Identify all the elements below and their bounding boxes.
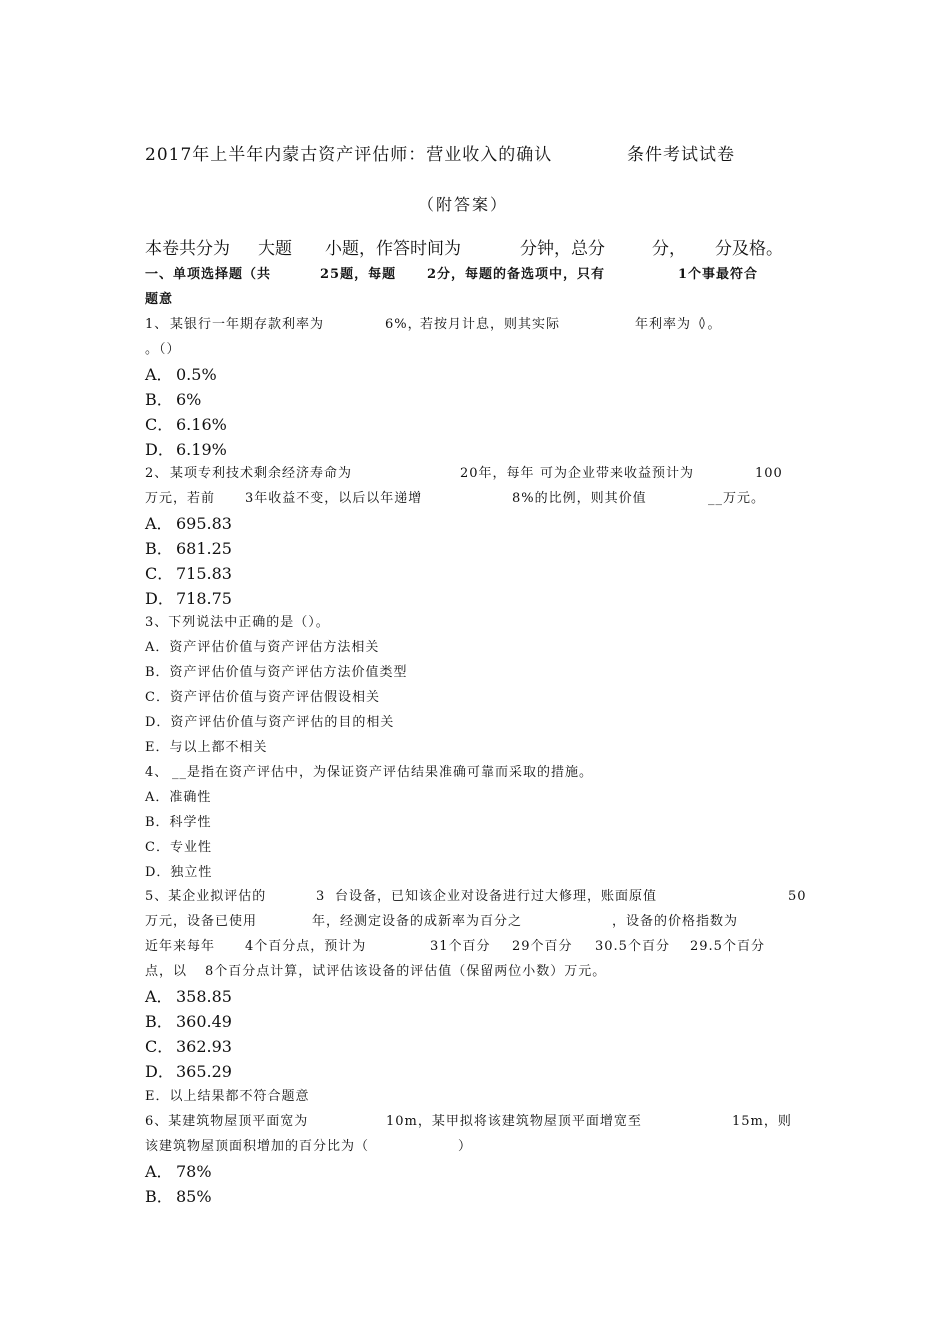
section-part: 2分，每题的备选项中，只有 [427, 267, 606, 282]
option-value: 6.19% [176, 440, 227, 459]
option-letter: B． [145, 1012, 173, 1031]
document-title [0, 143, 950, 167]
option-text: B．科学性 [145, 815, 212, 830]
q3-option-e [0, 736, 950, 760]
question-4-stem [0, 761, 950, 785]
section-heading-cont [0, 288, 950, 312]
question-1-stem-cont [0, 338, 950, 362]
q4-part: __是指在资产评估中，为保证资产评估结果准确可靠而采取的措施。 [172, 765, 594, 780]
option-value: 6.16% [176, 415, 227, 434]
option-value: 0.5% [176, 365, 217, 384]
q2-part: 20年，每年 [460, 466, 535, 481]
option-value: 715.83 [176, 564, 232, 583]
q5-part: ，设备的价格指数为 [612, 914, 739, 929]
q1-part: 若按月计息，则其实际 [420, 317, 561, 332]
q1-line2: 。（） [145, 342, 181, 357]
question-1-stem [0, 313, 950, 337]
q1-part: ）。 [700, 317, 722, 332]
option-letter: D． [145, 440, 174, 459]
intro-part: 分钟，总分 [520, 239, 605, 259]
intro-part: 本卷共分为 [145, 239, 230, 259]
option-text: B．资产评估价值与资产评估方法价值类型 [145, 665, 408, 680]
q5-part: 近年来每年 [145, 939, 216, 954]
q5-part: 31个百分 [430, 939, 491, 954]
question-6-stem-cont [0, 1135, 950, 1159]
option-value: 85% [176, 1187, 212, 1206]
q4-option-d [0, 861, 950, 885]
option-letter: B． [145, 390, 173, 409]
question-3-stem [0, 611, 950, 635]
intro-part: 大题 [258, 239, 292, 259]
q5-part: 5、某企业拟评估的 [145, 889, 267, 904]
q5-part: 8个百分点计算，试评估该设备的评估值（保留两位小数）万元。 [205, 964, 607, 979]
option-text: E．以上结果都不符合题意 [145, 1089, 310, 1104]
q2-option-a [0, 512, 950, 536]
q6-part: 该建筑物屋顶面积增加的百分比为（ [145, 1139, 370, 1154]
q5-option-a [0, 985, 950, 1009]
q3-option-a [0, 636, 950, 660]
q6-option-b [0, 1185, 950, 1209]
q4-part: 4、 [145, 765, 169, 780]
title-right: 条件考试试卷 [627, 145, 735, 165]
question-5-stem [0, 885, 950, 909]
q5-option-b [0, 1010, 950, 1034]
q5-option-e [0, 1085, 950, 1109]
q4-option-c [0, 836, 950, 860]
option-text: A．准确性 [145, 790, 212, 805]
q5-part: 30.5个百分 [595, 939, 670, 954]
exam-intro [0, 237, 950, 261]
q1-option-d [0, 438, 950, 462]
q5-part: 29个百分 [512, 939, 573, 954]
q2-part: 可为企业带来收益预计为 [540, 466, 695, 481]
q6-part: 6、某建筑物屋顶平面宽为 [145, 1114, 309, 1129]
option-letter: B． [145, 1187, 173, 1206]
q1-option-c [0, 413, 950, 437]
option-letter: B． [145, 539, 173, 558]
option-text: C．资产评估价值与资产评估假设相关 [145, 690, 380, 705]
q2-part: 100 [755, 466, 783, 481]
q1-part: 年利率为（ [635, 317, 706, 332]
section-cont: 题意 [145, 292, 174, 307]
q3-option-c [0, 686, 950, 710]
option-value: 718.75 [176, 589, 232, 608]
q6-part: 10m，某甲拟将该建筑物屋顶平面增宽至 [386, 1114, 642, 1129]
q1-part: 6%， [385, 317, 422, 332]
q5-option-c [0, 1035, 950, 1059]
q6-part: 15m，则 [732, 1114, 792, 1129]
option-letter: D． [145, 589, 174, 608]
q2-part: 8%的比例，则其价值 [512, 491, 647, 506]
document-subtitle [0, 193, 950, 217]
q5-part: 29.5个百分 [690, 939, 765, 954]
q2-option-b [0, 537, 950, 561]
section-heading [0, 263, 950, 287]
option-text: C．专业性 [145, 840, 212, 855]
option-letter: C． [145, 1037, 174, 1056]
q2-option-d [0, 587, 950, 611]
q3-stem: 3、下列说法中正确的是（）。 [145, 615, 330, 630]
q1-part: 1、 [145, 317, 169, 332]
q4-option-a [0, 786, 950, 810]
intro-part: 分及格。 [715, 239, 783, 259]
q2-part: 3年收益不变，以后以年递增 [245, 491, 423, 506]
option-letter: A． [145, 987, 173, 1006]
intro-part: 小题，作答时间为 [325, 239, 461, 259]
q5-part: 点，以 [145, 964, 188, 979]
question-2-stem [0, 462, 950, 486]
q5-part: 年，经测定设备的成新率为百分之 [312, 914, 523, 929]
question-5-stem-3 [0, 935, 950, 959]
question-5-stem-2 [0, 910, 950, 934]
option-value: 365.29 [176, 1062, 232, 1081]
option-letter: A． [145, 1162, 173, 1181]
title-left: 2017年上半年内蒙古资产评估师：营业收入的确认 [145, 145, 553, 165]
option-value: 78% [176, 1162, 212, 1181]
q2-option-c [0, 562, 950, 586]
option-value: 6% [176, 390, 202, 409]
option-letter: A． [145, 514, 173, 533]
option-text: D．独立性 [145, 865, 213, 880]
option-value: 360.49 [176, 1012, 232, 1031]
q5-part: 50 [788, 889, 807, 904]
q5-part: 台设备，已知该企业对设备进行过大修理，账面原值 [335, 889, 658, 904]
option-letter: D． [145, 1062, 174, 1081]
q1-option-b [0, 388, 950, 412]
q6-part: ） [458, 1139, 473, 1154]
subtitle-text: （附答案） [418, 195, 509, 214]
q2-part: 某项专利技术剩余经济寿命为 [170, 466, 353, 481]
question-2-stem-cont [0, 487, 950, 511]
q6-option-a [0, 1160, 950, 1184]
q5-part: 3 [316, 889, 326, 904]
option-letter: C． [145, 415, 174, 434]
question-6-stem [0, 1110, 950, 1134]
question-5-stem-4 [0, 960, 950, 984]
q5-part: 万元，设备已使用 [145, 914, 258, 929]
q1-part: 某银行一年期存款利率为 [170, 317, 325, 332]
q2-part: 万元，若前 [145, 491, 216, 506]
option-value: 358.85 [176, 987, 232, 1006]
intro-part: 分， [652, 239, 686, 259]
option-value: 362.93 [176, 1037, 232, 1056]
q3-option-d [0, 711, 950, 735]
option-text: E．与以上都不相关 [145, 740, 268, 755]
option-value: 681.25 [176, 539, 232, 558]
q2-part: 2、 [145, 466, 169, 481]
q2-part: __万元。 [708, 491, 766, 506]
section-part: 1个事最符合 [678, 267, 759, 282]
q1-option-a [0, 363, 950, 387]
section-part: 25题，每题 [320, 267, 397, 282]
option-text: A．资产评估价值与资产评估方法相关 [145, 640, 380, 655]
q4-option-b [0, 811, 950, 835]
option-letter: C． [145, 564, 174, 583]
option-value: 695.83 [176, 514, 232, 533]
q5-option-d [0, 1060, 950, 1084]
q3-option-b [0, 661, 950, 685]
option-letter: A． [145, 365, 173, 384]
q5-part: 4个百分点，预计为 [245, 939, 367, 954]
option-text: D．资产评估价值与资产评估的目的相关 [145, 715, 395, 730]
section-part: 一、单项选择题（共 [145, 267, 272, 282]
